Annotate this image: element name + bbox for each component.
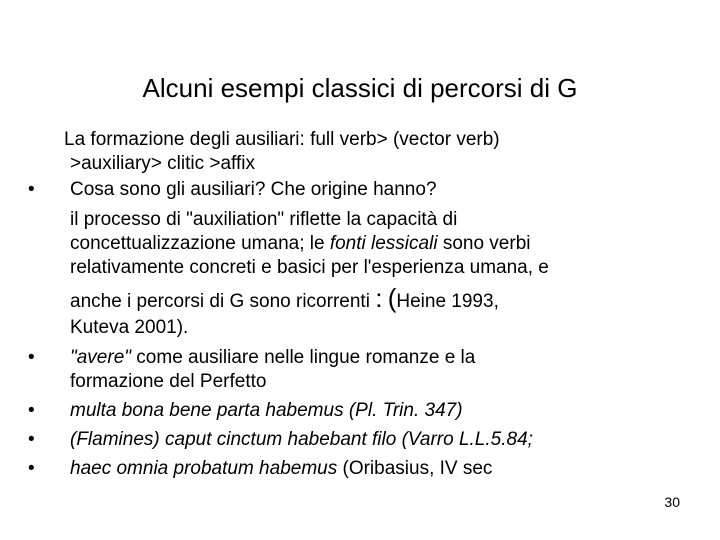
intro-line-1: La formazione degli ausiliari: full verb> (vector verb) — [64, 129, 500, 150]
bullet-5-line — [70, 457, 492, 481]
bullet-1-colon: : — [375, 283, 383, 313]
bullet-marker-4: • — [28, 429, 35, 450]
bullet-1-line-6: Kuteva 2001). — [70, 317, 189, 338]
bullet-4-text: (Flamines) caput cinctum habebant filo (Varro L.L.5.84; — [70, 429, 533, 450]
bullet-1-question: Cosa sono gli ausiliari? Che origine hanno? — [70, 179, 437, 200]
bullet-1-line-3-a: concettualizzazione umana; le — [70, 233, 330, 254]
bullet-5-italic: haec omnia probatum habemus — [70, 458, 338, 479]
bullet-1-open-paren: ( — [387, 283, 397, 313]
bullet-2-line-1 — [70, 346, 475, 370]
slide-title: Alcuni esempi classici di percorsi di G — [142, 73, 578, 103]
bullet-2-line-2: formazione del Perfetto — [70, 371, 267, 392]
bullet-1-line-2: il processo di "auxiliation" riflette la capacità di — [70, 209, 458, 230]
bullet-3-text: multa bona bene parta habemus (Pl. Trin. 347) — [70, 400, 463, 421]
bullet-1-line-3-c: sono verbi — [437, 233, 531, 254]
bullet-marker-1: • — [28, 179, 35, 200]
bullet-marker-5: • — [28, 458, 35, 479]
bullet-marker-2: • — [28, 347, 35, 368]
bullet-1-line-5 — [70, 283, 499, 314]
bullet-marker-3: • — [28, 400, 35, 421]
bullet-1-line-5-b: Heine 1993, — [396, 291, 499, 312]
bullet-1-line-5-a: anche i percorsi di G sono ricorrenti — [70, 291, 376, 312]
intro-line-2: >auxiliary> clitic >affix — [70, 153, 255, 174]
bullet-5-rest: (Oribasius, IV sec — [337, 458, 493, 479]
avere-quoted-text: "avere" — [70, 347, 132, 368]
bullet-2-rest: come ausiliare nelle lingue romanze e la — [131, 347, 476, 368]
bullet-1-line-3 — [70, 232, 531, 256]
bullet-1-line-4: relativamente concreti e basici per l'esperienza umana, e — [70, 257, 549, 278]
page-number: 30 — [664, 494, 680, 510]
fonti-lessicali-text: fonti lessicali — [329, 233, 438, 254]
